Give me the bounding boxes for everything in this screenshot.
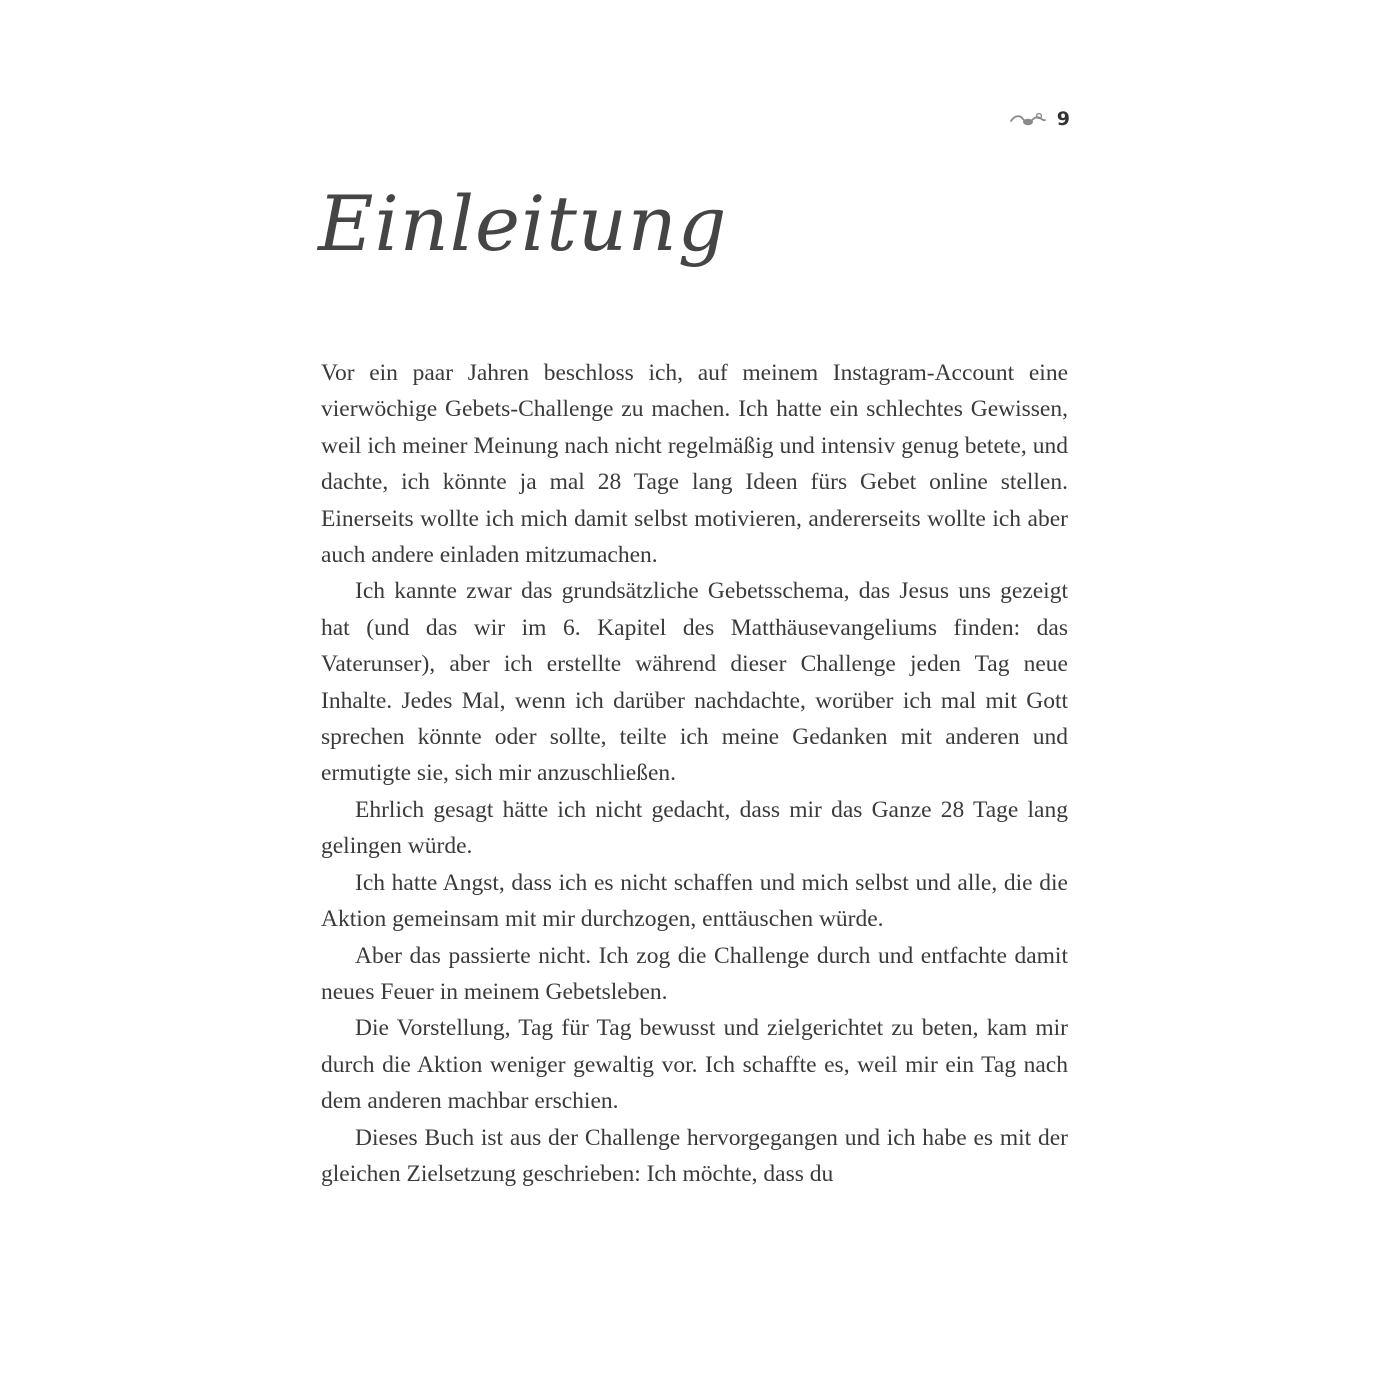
chapter-title: Einleitung: [318, 179, 728, 268]
flourish-icon: [1009, 110, 1047, 128]
paragraph: Aber das passierte nicht. Ich zog die Challenge durch und entfachte damit neues Feuer in meinem Gebetsleben.: [321, 942, 1068, 1005]
paragraph: Dieses Buch ist aus der Challenge hervorgegangen und ich habe es mit der gleichen Zielsetzung geschrieben: Ich möchte, dass du: [321, 1124, 1068, 1187]
paragraph: Ehrlich gesagt hätte ich nicht gedacht, dass mir das Ganze 28 Tage lang gelingen würde.: [321, 796, 1068, 860]
paragraph: Ich kannte zwar das grundsätzliche Gebetsschema, das Jesus uns gezeigt hat (und das wir im 6. Kapitel des Matthäusevangeliums finden: das Vaterunser), aber ich erstellte während dieser Challenge jeden Tag neue Inhalte. Jedes Mal, wenn ich darüber nachdachte, worüber ich mal mit Gott sprechen könnte oder sollte, teilte ich meine Gedanken mit anderen und ermutigte sie, sich mir anzuschließen.: [321, 578, 1068, 787]
paragraph: Ich hatte Angst, dass ich es nicht schaffen und mich selbst und alle, die die Aktion gemeinsam mit mir durchzogen, enttäuschen würde.: [321, 869, 1068, 933]
body-text: [321, 355, 1068, 1192]
paragraph: Die Vorstellung, Tag für Tag bewusst und zielgerichtet zu beten, kam mir durch die Aktion weniger gewaltig vor. Ich schaffte es, weil mir ein Tag nach dem anderen machbar erschien.: [321, 1015, 1068, 1115]
page-header: [1000, 104, 1070, 134]
paragraph: Vor ein paar Jahren beschloss ich, auf meinem Instagram-Account eine vierwöchige Gebets-Challenge zu machen. Ich hatte ein schlechtes Gewissen, weil ich meiner Meinung nach nicht regelmäßig und intensiv genug betete, und dachte, ich könnte ja mal 28 Tage lang Ideen fürs Gebet online stellen. Einerseits wollte ich mich damit selbst motivieren, andererseits wollte ich aber auch andere einladen mitzumachen.: [321, 360, 1068, 569]
page-number: 9: [1056, 107, 1070, 130]
